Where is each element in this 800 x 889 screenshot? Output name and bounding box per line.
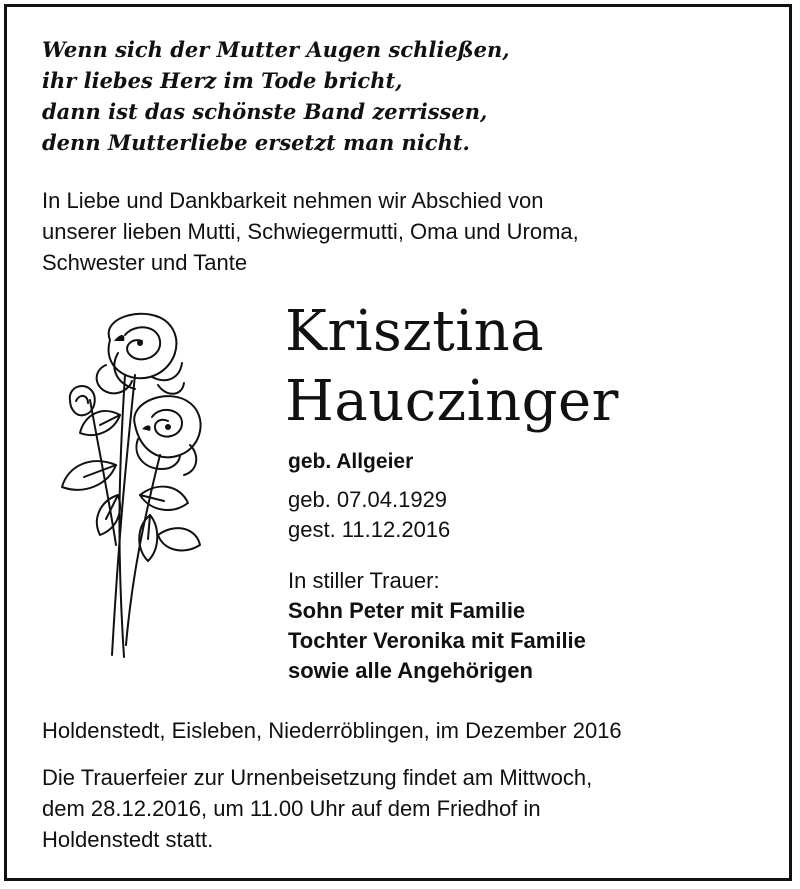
- poem-line: Wenn sich der Mutter Augen schließen,: [42, 37, 510, 62]
- poem-line: dann ist das schönste Band zerrissen,: [42, 99, 488, 124]
- intro-line: unserer lieben Mutti, Schwiegermutti, Oma und Uroma,: [42, 219, 579, 244]
- mourner-line: Sohn Peter mit Familie: [288, 598, 526, 623]
- deceased-first-name: Krisztina: [285, 299, 545, 364]
- mourner-line: sowie alle Angehörigen: [288, 658, 533, 683]
- ceremony-line: Die Trauerfeier zur Urnenbeisetzung findet am Mittwoch,: [42, 765, 593, 790]
- farewell-intro: [42, 185, 762, 278]
- poem-line: ihr liebes Herz im Tode bricht,: [42, 68, 403, 93]
- death-date: gest. 11.12.2016: [288, 517, 451, 542]
- ceremony-line: dem 28.12.2016, um 11.00 Uhr auf dem Friedhof in: [42, 796, 541, 821]
- deceased-name: [285, 297, 619, 437]
- deceased-last-name: Hauczinger: [285, 369, 619, 434]
- mourner-line: Tochter Veronika mit Familie: [288, 628, 586, 653]
- life-dates: [288, 485, 450, 545]
- intro-line: Schwester und Tante: [42, 250, 248, 275]
- maiden-name: geb. Allgeier: [288, 450, 414, 473]
- ceremony-line: Holdenstedt statt.: [42, 827, 214, 852]
- ceremony-notice: [42, 762, 762, 855]
- poem-line: denn Mutterliebe ersetzt man nicht.: [42, 130, 470, 155]
- memorial-poem: [42, 34, 742, 158]
- mourners-list: [288, 566, 586, 686]
- mourners-heading: In stiller Trauer:: [288, 568, 440, 593]
- intro-line: In Liebe und Dankbarkeit nehmen wir Abschied von: [42, 188, 544, 213]
- roses-illustration-icon: [40, 305, 220, 665]
- place-and-date: Holdenstedt, Eisleben, Niederröblingen, im Dezember 2016: [42, 718, 622, 743]
- birth-date: geb. 07.04.1929: [288, 487, 448, 512]
